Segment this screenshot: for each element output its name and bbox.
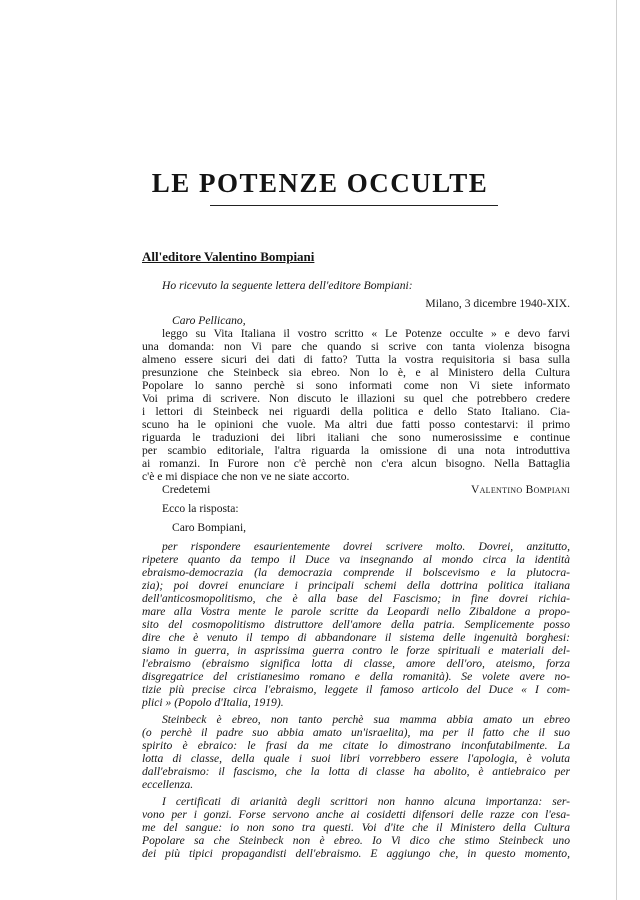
letter-line: ai romanzi. In Furore non c'è perchè non c'era alcun bisogno. Nella Battaglia bbox=[142, 457, 570, 470]
reply-line: mare alla Vostra mente le parole scritte da Leopardi nello Zibaldone a propo- bbox=[142, 605, 570, 618]
reply-line: vono per i gonzi. Forse servono anche ai cosidetti difensori delle razze con l'esa- bbox=[142, 808, 570, 821]
reply-line: sito del cosmopolitismo distruttore dell'amore della patria. Semplicemente posso bbox=[142, 618, 570, 631]
reply-line: spirito è ebraico: le frasi da me citate lo dimostrano inconfutabilmente. La bbox=[142, 739, 570, 752]
letter-signature: Valentino Bompiani bbox=[470, 483, 570, 496]
reply-line: ripetere quanto da tempo il Duce va insegnando al mondo circa la identità bbox=[142, 553, 570, 566]
reply-line: per rispondere esaurientemente dovrei scrivere molto. Dovrei, anzitutto, bbox=[162, 540, 570, 553]
reply-line: dell'anticosmopolitismo, che è alla base del Fascismo; in fine dovrei richia- bbox=[142, 592, 570, 605]
reply-line: lotta di classe, della quale i suoi libri vorrebbero essere l'apologia, è voluta bbox=[142, 752, 570, 765]
reply-salutation: Caro Bompiani, bbox=[172, 521, 247, 534]
reply-line: (o perchè il padre suo abbia amato un'israelita), ma per il fatto che il suo bbox=[142, 726, 570, 739]
reply-line: dall'ebraismo: il fascismo, che la lotta di classe ha abolito, è antiebraico per bbox=[142, 765, 570, 778]
letter-date: Milano, 3 dicembre 1940-XIX. bbox=[425, 297, 570, 310]
reply-line: dire che è venuto il tempo di abbandonare il sistema delle ingenuità borghesi: bbox=[142, 631, 570, 644]
letter-line: Popolare lo sanno perchè si sono informati come non Vi siete informato bbox=[142, 379, 570, 392]
reply-line: dei più tipici propagandisti dell'ebraismo. E aggiungo che, in questo momento, bbox=[142, 847, 570, 860]
letter-line: scuno ha le opinioni che vuole. Ma altri due fatti posso contestarvi: il primo bbox=[142, 418, 570, 431]
page-title: LE POTENZE OCCULTE bbox=[151, 168, 489, 198]
letter-line: presunzione che Steinbeck sia ebreo. Non lo è, e al Ministero della Cultura bbox=[142, 366, 570, 379]
letter-closing: Credetemi bbox=[162, 483, 211, 496]
reply-line: l'ebraismo (ebraismo significa lotta di classe, amore dell'oro, ateismo, forza bbox=[142, 657, 570, 670]
letter-salutation: Caro Pellicano, bbox=[172, 314, 246, 327]
reply-line: siamo in guerra, in asprissima guerra contro le forze spirituali e materiali del- bbox=[142, 644, 570, 657]
reply-line: Popolare sa che Steinbeck non è ebreo. Io Vi dico che stimo Steinbeck uno bbox=[142, 834, 570, 847]
letter-line: leggo su Vita Italiana il vostro scritto « Le Potenze occulte » e devo farvi bbox=[162, 327, 570, 340]
letter-line: c'è e mi dispiace che non ve ne siate accorto. bbox=[142, 470, 350, 483]
reply-line: tizie più precise circa l'ebraismo, leggete il famoso articolo del Duce « I com- bbox=[142, 683, 570, 696]
reply-line: eccellenza. bbox=[142, 778, 194, 791]
reply-line: ebraismo-democrazia (la democrazia comprende il bolscevismo e la plutocra- bbox=[142, 566, 570, 579]
letter-line: per scambio editoriale, l'altra riguarda la omissione di una nota introduttiva bbox=[142, 444, 570, 457]
section-heading: All'editore Valentino Bompiani bbox=[142, 249, 315, 264]
reply-intro: Ecco la risposta: bbox=[162, 502, 239, 515]
letter-line: almeno essere sicuri dei dati di fatto? Tutta la vostra requisitoria si basa sulla bbox=[142, 353, 570, 366]
reply-line: zia); poi dovrei enunciare i principali schemi della dottrina politica italiana bbox=[142, 579, 570, 592]
reply-line: I certificati di arianità degli scrittori non hanno alcuna importanza: ser- bbox=[162, 795, 570, 808]
reply-line: Steinbeck è ebreo, non tanto perchè sua mamma abbia amato un ebreo bbox=[162, 713, 570, 726]
title-rule bbox=[210, 205, 498, 206]
reply-line: disgregatrice del cristianesimo romano e della romanità). Se volete avere no- bbox=[142, 670, 570, 683]
reply-line: plici » (Popolo d'Italia, 1919). bbox=[142, 696, 284, 709]
letter-line: una domanda: non Vi pare che quando si scrive con tanta violenza bisogna bbox=[142, 340, 570, 353]
letter-line: i lettori di Steinbeck nei riguardi della politica e dello Stato Italiano. Cia- bbox=[142, 405, 570, 418]
letter-line: riguarda le traduzioni dei libri italiani che sono numerosissime e continue bbox=[142, 431, 570, 444]
reply-line: me del sangue: io non sono tra questi. Voi d'ite che il Ministero della Cultura bbox=[142, 821, 570, 834]
intro-line: Ho ricevuto la seguente lettera dell'editore Bompiani: bbox=[162, 279, 413, 292]
letter-line: Voi prima di scrivere. Non discuto le illazioni su quel che potrebbero credere bbox=[142, 392, 570, 405]
